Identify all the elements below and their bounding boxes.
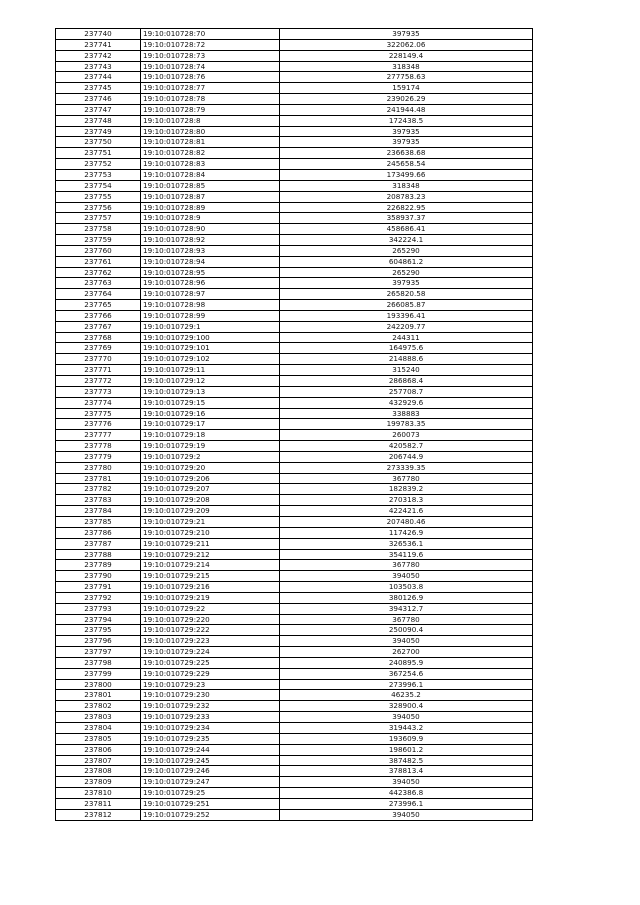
cadastral-number-cell: 19:10:010728:85 <box>141 180 280 191</box>
cadastral-number-cell: 19:10:010729:17 <box>141 419 280 430</box>
table-row <box>56 712 533 723</box>
value-cell: 326536.1 <box>280 538 533 549</box>
table-row <box>56 159 533 170</box>
data-table <box>55 28 533 821</box>
table-row <box>56 744 533 755</box>
table-row <box>56 202 533 213</box>
row-number-cell: 237808 <box>56 766 141 777</box>
table-row <box>56 788 533 799</box>
cadastral-number-cell: 19:10:010729:19 <box>141 441 280 452</box>
row-number-cell: 237742 <box>56 50 141 61</box>
cadastral-number-cell: 19:10:010729:101 <box>141 343 280 354</box>
row-number-cell: 237792 <box>56 592 141 603</box>
table-body <box>56 29 533 821</box>
table-row <box>56 115 533 126</box>
value-cell: 397935 <box>280 126 533 137</box>
table-row <box>56 495 533 506</box>
value-cell: 265290 <box>280 267 533 278</box>
cadastral-number-cell: 19:10:010729:251 <box>141 798 280 809</box>
row-number-cell: 237783 <box>56 495 141 506</box>
table-row <box>56 657 533 668</box>
row-number-cell: 237760 <box>56 245 141 256</box>
cadastral-number-cell: 19:10:010729:100 <box>141 332 280 343</box>
table-row <box>56 332 533 343</box>
table-row <box>56 278 533 289</box>
table-row <box>56 571 533 582</box>
cadastral-number-cell: 19:10:010728:73 <box>141 50 280 61</box>
row-number-cell: 237805 <box>56 733 141 744</box>
value-cell: 432929.6 <box>280 397 533 408</box>
table-row <box>56 419 533 430</box>
cadastral-number-cell: 19:10:010729:15 <box>141 397 280 408</box>
table-row <box>56 506 533 517</box>
table-row <box>56 538 533 549</box>
cadastral-number-cell: 19:10:010728:96 <box>141 278 280 289</box>
row-number-cell: 237756 <box>56 202 141 213</box>
value-cell: 164975.6 <box>280 343 533 354</box>
row-number-cell: 237743 <box>56 61 141 72</box>
row-number-cell: 237777 <box>56 430 141 441</box>
value-cell: 378813.4 <box>280 766 533 777</box>
cadastral-number-cell: 19:10:010729:230 <box>141 690 280 701</box>
value-cell: 397935 <box>280 137 533 148</box>
cadastral-number-cell: 19:10:010729:225 <box>141 657 280 668</box>
row-number-cell: 237761 <box>56 256 141 267</box>
value-cell: 328900.4 <box>280 701 533 712</box>
cadastral-number-cell: 19:10:010728:89 <box>141 202 280 213</box>
table-row <box>56 647 533 658</box>
cadastral-number-cell: 19:10:010728:76 <box>141 72 280 83</box>
cadastral-number-cell: 19:10:010729:12 <box>141 376 280 387</box>
row-number-cell: 237801 <box>56 690 141 701</box>
row-number-cell: 237804 <box>56 723 141 734</box>
value-cell: 250090.4 <box>280 625 533 636</box>
value-cell: 257708.7 <box>280 386 533 397</box>
table-row <box>56 451 533 462</box>
table-row <box>56 560 533 571</box>
value-cell: 103503.8 <box>280 582 533 593</box>
value-cell: 208783.23 <box>280 191 533 202</box>
table-row <box>56 484 533 495</box>
table-row <box>56 430 533 441</box>
value-cell: 367780 <box>280 614 533 625</box>
table-row <box>56 94 533 105</box>
value-cell: 397935 <box>280 278 533 289</box>
value-cell: 273996.1 <box>280 798 533 809</box>
table-row <box>56 365 533 376</box>
cadastral-number-cell: 19:10:010729:223 <box>141 636 280 647</box>
value-cell: 397935 <box>280 29 533 40</box>
cadastral-number-cell: 19:10:010729:1 <box>141 321 280 332</box>
row-number-cell: 237799 <box>56 668 141 679</box>
table-row <box>56 527 533 538</box>
value-cell: 117426.9 <box>280 527 533 538</box>
cadastral-number-cell: 19:10:010729:234 <box>141 723 280 734</box>
cadastral-number-cell: 19:10:010729:224 <box>141 647 280 658</box>
value-cell: 240895.9 <box>280 657 533 668</box>
value-cell: 265290 <box>280 245 533 256</box>
cadastral-number-cell: 19:10:010729:209 <box>141 506 280 517</box>
row-number-cell: 237795 <box>56 625 141 636</box>
row-number-cell: 237788 <box>56 549 141 560</box>
cadastral-number-cell: 19:10:010728:93 <box>141 245 280 256</box>
table-row <box>56 376 533 387</box>
table-row <box>56 267 533 278</box>
row-number-cell: 237765 <box>56 300 141 311</box>
value-cell: 442386.8 <box>280 788 533 799</box>
row-number-cell: 237772 <box>56 376 141 387</box>
row-number-cell: 237770 <box>56 354 141 365</box>
value-cell: 241944.48 <box>280 104 533 115</box>
table-row <box>56 61 533 72</box>
row-number-cell: 237800 <box>56 679 141 690</box>
row-number-cell: 237779 <box>56 451 141 462</box>
table-row <box>56 516 533 527</box>
row-number-cell: 237768 <box>56 332 141 343</box>
row-number-cell: 237790 <box>56 571 141 582</box>
table-row <box>56 321 533 332</box>
table-row <box>56 766 533 777</box>
value-cell: 260073 <box>280 430 533 441</box>
cadastral-number-cell: 19:10:010729:247 <box>141 777 280 788</box>
table-row <box>56 625 533 636</box>
value-cell: 182839.2 <box>280 484 533 495</box>
table-row <box>56 256 533 267</box>
cadastral-number-cell: 19:10:010728:78 <box>141 94 280 105</box>
value-cell: 358937.37 <box>280 213 533 224</box>
table-row <box>56 213 533 224</box>
cadastral-number-cell: 19:10:010729:212 <box>141 549 280 560</box>
table-row <box>56 50 533 61</box>
row-number-cell: 237781 <box>56 473 141 484</box>
cadastral-number-cell: 19:10:010729:2 <box>141 451 280 462</box>
row-number-cell: 237754 <box>56 180 141 191</box>
row-number-cell: 237774 <box>56 397 141 408</box>
cadastral-number-cell: 19:10:010729:252 <box>141 809 280 820</box>
row-number-cell: 237758 <box>56 224 141 235</box>
cadastral-number-cell: 19:10:010729:102 <box>141 354 280 365</box>
cadastral-number-cell: 19:10:010729:214 <box>141 560 280 571</box>
table-row <box>56 191 533 202</box>
row-number-cell: 237744 <box>56 72 141 83</box>
cadastral-number-cell: 19:10:010728:94 <box>141 256 280 267</box>
cadastral-number-cell: 19:10:010729:25 <box>141 788 280 799</box>
value-cell: 206744.9 <box>280 451 533 462</box>
table-row <box>56 39 533 50</box>
row-number-cell: 237746 <box>56 94 141 105</box>
value-cell: 286868.4 <box>280 376 533 387</box>
cadastral-number-cell: 19:10:010728:95 <box>141 267 280 278</box>
cadastral-number-cell: 19:10:010729:245 <box>141 755 280 766</box>
table-row <box>56 582 533 593</box>
cadastral-number-cell: 19:10:010728:70 <box>141 29 280 40</box>
table-row <box>56 180 533 191</box>
cadastral-number-cell: 19:10:010729:244 <box>141 744 280 755</box>
cadastral-number-cell: 19:10:010729:216 <box>141 582 280 593</box>
row-number-cell: 237748 <box>56 115 141 126</box>
cadastral-number-cell: 19:10:010729:222 <box>141 625 280 636</box>
value-cell: 342224.1 <box>280 235 533 246</box>
value-cell: 277758.63 <box>280 72 533 83</box>
table-row <box>56 679 533 690</box>
value-cell: 394050 <box>280 777 533 788</box>
cadastral-number-cell: 19:10:010728:98 <box>141 300 280 311</box>
value-cell: 46235.2 <box>280 690 533 701</box>
table-row <box>56 723 533 734</box>
cadastral-number-cell: 19:10:010728:83 <box>141 159 280 170</box>
table-row <box>56 690 533 701</box>
table-row <box>56 549 533 560</box>
row-number-cell: 237778 <box>56 441 141 452</box>
row-number-cell: 237812 <box>56 809 141 820</box>
value-cell: 387482.5 <box>280 755 533 766</box>
row-number-cell: 237764 <box>56 289 141 300</box>
table-row <box>56 354 533 365</box>
table-row <box>56 83 533 94</box>
row-number-cell: 237775 <box>56 408 141 419</box>
value-cell: 273339.35 <box>280 462 533 473</box>
row-number-cell: 237798 <box>56 657 141 668</box>
value-cell: 198601.2 <box>280 744 533 755</box>
cadastral-number-cell: 19:10:010728:74 <box>141 61 280 72</box>
table-row <box>56 809 533 820</box>
cadastral-number-cell: 19:10:010729:215 <box>141 571 280 582</box>
row-number-cell: 237789 <box>56 560 141 571</box>
row-number-cell: 237766 <box>56 310 141 321</box>
row-number-cell: 237749 <box>56 126 141 137</box>
table-row <box>56 733 533 744</box>
table-row <box>56 148 533 159</box>
table-row <box>56 755 533 766</box>
row-number-cell: 237811 <box>56 798 141 809</box>
value-cell: 228149.4 <box>280 50 533 61</box>
cadastral-number-cell: 19:10:010729:18 <box>141 430 280 441</box>
value-cell: 245658.54 <box>280 159 533 170</box>
table-row <box>56 668 533 679</box>
value-cell: 270318.3 <box>280 495 533 506</box>
cadastral-number-cell: 19:10:010729:246 <box>141 766 280 777</box>
cadastral-number-cell: 19:10:010728:87 <box>141 191 280 202</box>
value-cell: 207480.46 <box>280 516 533 527</box>
value-cell: 273996.1 <box>280 679 533 690</box>
cadastral-number-cell: 19:10:010729:211 <box>141 538 280 549</box>
table-row <box>56 592 533 603</box>
table-row <box>56 462 533 473</box>
cadastral-number-cell: 19:10:010728:84 <box>141 169 280 180</box>
value-cell: 367780 <box>280 560 533 571</box>
value-cell: 367254.6 <box>280 668 533 679</box>
row-number-cell: 237797 <box>56 647 141 658</box>
value-cell: 266085.87 <box>280 300 533 311</box>
row-number-cell: 237809 <box>56 777 141 788</box>
table-row <box>56 386 533 397</box>
value-cell: 236638.68 <box>280 148 533 159</box>
row-number-cell: 237753 <box>56 169 141 180</box>
value-cell: 199783.35 <box>280 419 533 430</box>
value-cell: 193396.41 <box>280 310 533 321</box>
value-cell: 214888.6 <box>280 354 533 365</box>
value-cell: 244311 <box>280 332 533 343</box>
value-cell: 458686.41 <box>280 224 533 235</box>
cadastral-number-cell: 19:10:010729:206 <box>141 473 280 484</box>
row-number-cell: 237796 <box>56 636 141 647</box>
cadastral-number-cell: 19:10:010728:97 <box>141 289 280 300</box>
value-cell: 604861.2 <box>280 256 533 267</box>
row-number-cell: 237787 <box>56 538 141 549</box>
table-row <box>56 408 533 419</box>
cadastral-number-cell: 19:10:010728:77 <box>141 83 280 94</box>
table-row <box>56 614 533 625</box>
value-cell: 318348 <box>280 180 533 191</box>
value-cell: 394050 <box>280 809 533 820</box>
row-number-cell: 237740 <box>56 29 141 40</box>
table-row <box>56 224 533 235</box>
table-row <box>56 137 533 148</box>
table-row <box>56 777 533 788</box>
table-row <box>56 126 533 137</box>
row-number-cell: 237776 <box>56 419 141 430</box>
row-number-cell: 237771 <box>56 365 141 376</box>
row-number-cell: 237785 <box>56 516 141 527</box>
value-cell: 380126.9 <box>280 592 533 603</box>
table-row <box>56 636 533 647</box>
cadastral-number-cell: 19:10:010729:20 <box>141 462 280 473</box>
value-cell: 265820.58 <box>280 289 533 300</box>
row-number-cell: 237755 <box>56 191 141 202</box>
value-cell: 394050 <box>280 636 533 647</box>
row-number-cell: 237791 <box>56 582 141 593</box>
row-number-cell: 237759 <box>56 235 141 246</box>
cadastral-number-cell: 19:10:010729:229 <box>141 668 280 679</box>
cadastral-number-cell: 19:10:010729:13 <box>141 386 280 397</box>
table-row <box>56 473 533 484</box>
value-cell: 394050 <box>280 571 533 582</box>
value-cell: 420582.7 <box>280 441 533 452</box>
row-number-cell: 237786 <box>56 527 141 538</box>
table-row <box>56 235 533 246</box>
value-cell: 239026.29 <box>280 94 533 105</box>
value-cell: 318348 <box>280 61 533 72</box>
table-row <box>56 104 533 115</box>
row-number-cell: 237769 <box>56 343 141 354</box>
table-row <box>56 300 533 311</box>
row-number-cell: 237810 <box>56 788 141 799</box>
table-row <box>56 29 533 40</box>
cadastral-number-cell: 19:10:010729:220 <box>141 614 280 625</box>
table-row <box>56 603 533 614</box>
value-cell: 172438.5 <box>280 115 533 126</box>
value-cell: 322062.06 <box>280 39 533 50</box>
cadastral-number-cell: 19:10:010729:232 <box>141 701 280 712</box>
cadastral-number-cell: 19:10:010728:9 <box>141 213 280 224</box>
value-cell: 338883 <box>280 408 533 419</box>
row-number-cell: 237807 <box>56 755 141 766</box>
value-cell: 159174 <box>280 83 533 94</box>
row-number-cell: 237784 <box>56 506 141 517</box>
row-number-cell: 237806 <box>56 744 141 755</box>
row-number-cell: 237767 <box>56 321 141 332</box>
row-number-cell: 237762 <box>56 267 141 278</box>
value-cell: 319443.2 <box>280 723 533 734</box>
value-cell: 394050 <box>280 712 533 723</box>
cadastral-number-cell: 19:10:010729:233 <box>141 712 280 723</box>
row-number-cell: 237803 <box>56 712 141 723</box>
cadastral-number-cell: 19:10:010729:210 <box>141 527 280 538</box>
value-cell: 354119.6 <box>280 549 533 560</box>
value-cell: 226822.95 <box>280 202 533 213</box>
row-number-cell: 237794 <box>56 614 141 625</box>
cadastral-number-cell: 19:10:010728:92 <box>141 235 280 246</box>
cadastral-number-cell: 19:10:010729:208 <box>141 495 280 506</box>
value-cell: 262700 <box>280 647 533 658</box>
table-row <box>56 72 533 83</box>
value-cell: 315240 <box>280 365 533 376</box>
cadastral-number-cell: 19:10:010729:219 <box>141 592 280 603</box>
table-row <box>56 310 533 321</box>
row-number-cell: 237802 <box>56 701 141 712</box>
cadastral-number-cell: 19:10:010729:11 <box>141 365 280 376</box>
table-row <box>56 397 533 408</box>
row-number-cell: 237757 <box>56 213 141 224</box>
row-number-cell: 237763 <box>56 278 141 289</box>
value-cell: 173499.66 <box>280 169 533 180</box>
row-number-cell: 237747 <box>56 104 141 115</box>
cadastral-number-cell: 19:10:010728:8 <box>141 115 280 126</box>
cadastral-number-cell: 19:10:010728:82 <box>141 148 280 159</box>
row-number-cell: 237751 <box>56 148 141 159</box>
value-cell: 394312.7 <box>280 603 533 614</box>
cadastral-number-cell: 19:10:010728:81 <box>141 137 280 148</box>
row-number-cell: 237780 <box>56 462 141 473</box>
table-row <box>56 289 533 300</box>
cadastral-number-cell: 19:10:010729:16 <box>141 408 280 419</box>
table-row <box>56 798 533 809</box>
row-number-cell: 237750 <box>56 137 141 148</box>
cadastral-number-cell: 19:10:010729:21 <box>141 516 280 527</box>
cadastral-number-cell: 19:10:010728:99 <box>141 310 280 321</box>
cadastral-number-cell: 19:10:010728:79 <box>141 104 280 115</box>
row-number-cell: 237752 <box>56 159 141 170</box>
value-cell: 422421.6 <box>280 506 533 517</box>
cadastral-number-cell: 19:10:010728:80 <box>141 126 280 137</box>
cadastral-number-cell: 19:10:010729:22 <box>141 603 280 614</box>
table-row <box>56 245 533 256</box>
row-number-cell: 237782 <box>56 484 141 495</box>
table-row <box>56 169 533 180</box>
row-number-cell: 237745 <box>56 83 141 94</box>
value-cell: 242209.77 <box>280 321 533 332</box>
cadastral-number-cell: 19:10:010729:207 <box>141 484 280 495</box>
row-number-cell: 237793 <box>56 603 141 614</box>
table-row <box>56 343 533 354</box>
cadastral-number-cell: 19:10:010729:23 <box>141 679 280 690</box>
cadastral-number-cell: 19:10:010728:72 <box>141 39 280 50</box>
table-row <box>56 701 533 712</box>
row-number-cell: 237741 <box>56 39 141 50</box>
table-row <box>56 441 533 452</box>
cadastral-number-cell: 19:10:010729:235 <box>141 733 280 744</box>
value-cell: 367780 <box>280 473 533 484</box>
cadastral-number-cell: 19:10:010728:90 <box>141 224 280 235</box>
row-number-cell: 237773 <box>56 386 141 397</box>
value-cell: 193609.9 <box>280 733 533 744</box>
